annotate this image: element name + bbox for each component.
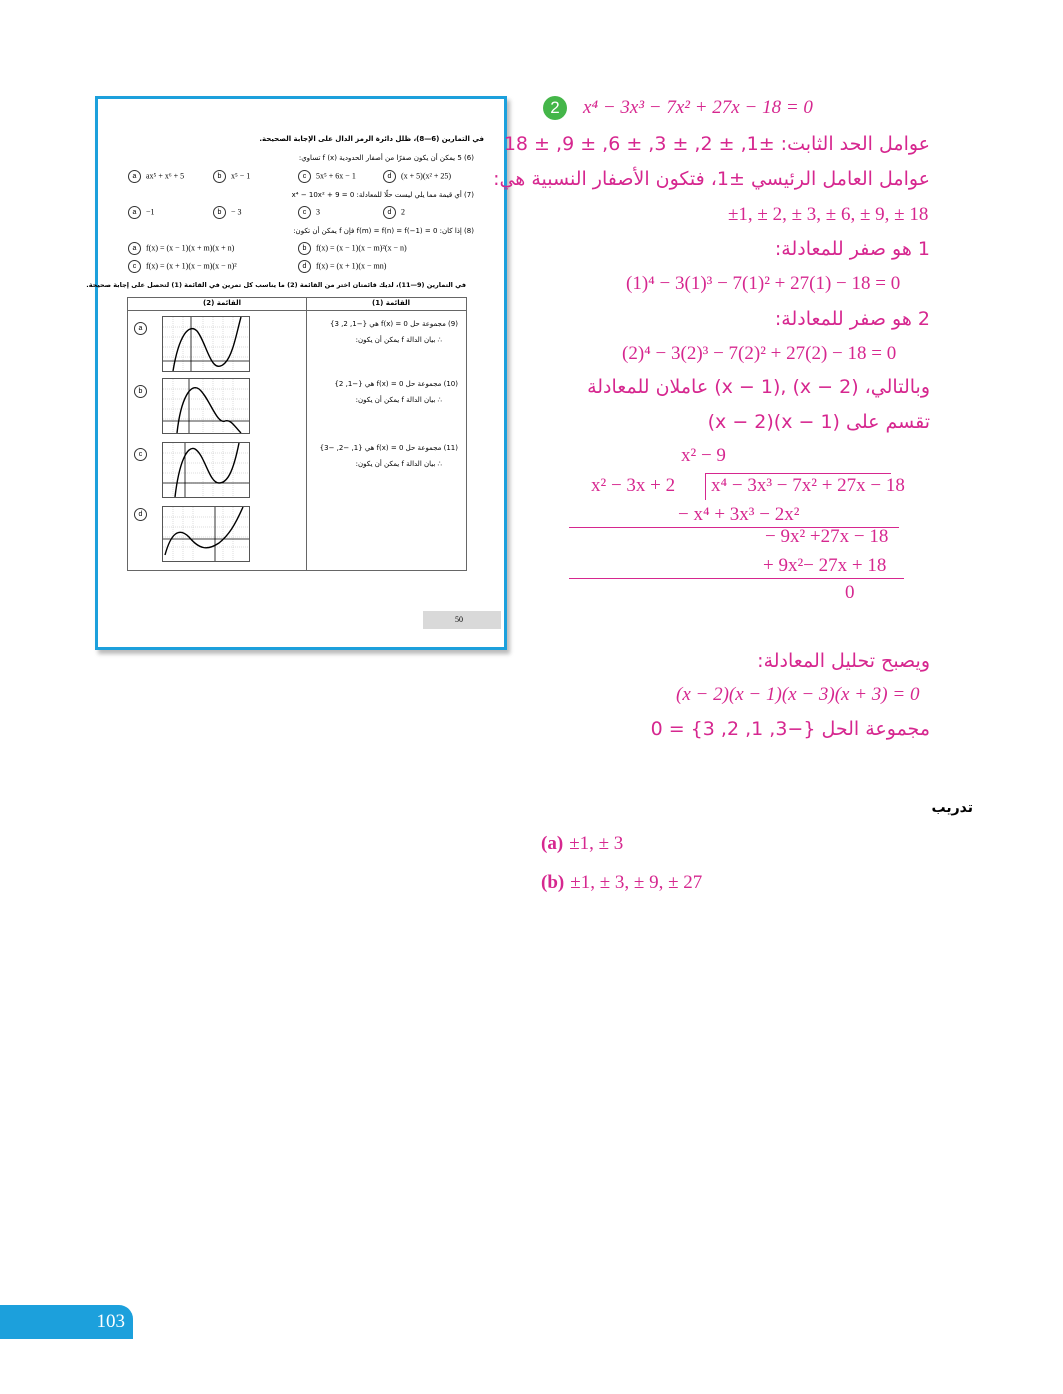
graph-label-c: c: [134, 448, 152, 461]
problem-equation: x⁴ − 3x³ − 7x² + 27x − 18 = 0: [583, 97, 813, 118]
division-remainder: 0: [845, 582, 855, 603]
q8-option-b: b f(x) = (x − 1)(x − m)²(x − n): [298, 242, 407, 255]
solution-set: مجموعة الحل {−3, 1, 2, 3} = 0: [650, 718, 930, 740]
division-quotient: x² − 9: [681, 445, 726, 466]
zero-2-check: (2)⁴ − 3(2)³ − 7(2)² + 27(2) − 18 = 0: [622, 343, 897, 364]
zero-2-label: 2 هو صفر للمعادلة:: [774, 308, 930, 330]
question-11: (11) مجموعة حل f(x) = 0 هي {1, −2, −3}: [319, 444, 458, 452]
zero-1-label: 1 هو صفر للمعادلة:: [774, 238, 930, 260]
factorization-result: (x − 2)(x − 1)(x − 3)(x + 3) = 0: [676, 684, 920, 705]
question-11-graph-prompt: ∴ بيان الدالة f يمكن أن يكون:: [355, 460, 442, 468]
leading-factor-text: عوامل العامل الرئيسي ±1، فتكون الأصفار النسبية هي:: [493, 168, 930, 190]
graph-label-b: b: [134, 385, 152, 398]
division-rule-2: [569, 578, 904, 579]
exercise-page-thumbnail: [86, 96, 507, 650]
graph-b-plot: [163, 379, 249, 433]
graph-a: [162, 316, 250, 372]
q8-option-a: a f(x) = (x − 1)(x + m)(x + n): [128, 242, 234, 255]
division-step-3: + 9x²− 27x + 18: [763, 555, 887, 576]
column-header-list-1: القائمة (1): [372, 299, 410, 307]
problem-number-badge: 2: [543, 96, 567, 120]
question-6: (6) 5 يمكن أن يكون صفرًا من أصفار الحدودية f (x) تساوي:: [298, 154, 474, 162]
division-step-2: − 9x² +27x − 18: [765, 526, 889, 547]
graph-label-a: a: [134, 322, 152, 335]
division-divisor: x² − 3x + 2: [591, 475, 676, 496]
q6-option-b: b x⁵ − 1: [213, 170, 250, 183]
practice-b-label: (b): [541, 872, 565, 893]
q8-option-d: d f(x) = (x + 1)(x − mn): [298, 260, 386, 273]
constant-factors: عوامل الحد الثابت: ±1, ± 2, ± 3, ± 6, ± 9, ± 18: [503, 133, 930, 155]
graph-d: [162, 506, 250, 562]
graph-c: [162, 442, 250, 498]
problem-header: [543, 96, 813, 120]
question-9: (9) مجموعة حل f(x) = 0 هي {−1, 2, 3}: [329, 320, 458, 328]
q6-option-c: c 5x⁵ + 6x − 1: [298, 170, 356, 183]
column-header-list-2: القائمة (2): [203, 299, 241, 307]
graph-c-plot: [163, 443, 249, 497]
page-number: 103: [0, 1305, 133, 1339]
q8-option-c: c f(x) = (x + 1)(x − m)(x − n)²: [128, 260, 237, 273]
division-dividend: x⁴ − 3x³ − 7x² + 27x − 18: [711, 475, 905, 496]
q7-option-a: a −1: [128, 206, 155, 219]
practice-b-value: ±1, ± 3, ± 9, ± 27: [570, 872, 703, 893]
practice-item-a: [541, 832, 623, 855]
divide-statement: تقسم على (x − 1)(x − 2): [707, 411, 930, 433]
practice-item-b: [541, 871, 702, 894]
practice-a-label: (a): [541, 833, 564, 854]
question-9-graph-prompt: ∴ بيان الدالة f يمكن أن يكون:: [355, 336, 442, 344]
thumbnail-page-number: 50: [423, 611, 501, 629]
q7-option-b: b − 3: [213, 206, 242, 219]
graph-label-d: d: [134, 508, 152, 521]
graph-b: [162, 378, 250, 434]
graph-a-plot: [163, 317, 249, 371]
question-10-graph-prompt: ∴ بيان الدالة f يمكن أن يكون:: [355, 396, 442, 404]
q7-option-c: c 3: [298, 206, 320, 219]
long-division: [565, 445, 910, 605]
graph-d-plot: [163, 507, 249, 561]
practice-a-value: ±1, ± 3: [569, 833, 624, 854]
factors-statement: وبالتالي، (x − 2) ,(x − 1) عاملان للمعادلة: [587, 376, 930, 398]
rational-zeros: ±1, ± 2, ± 3, ± 6, ± 9, ± 18: [728, 204, 929, 225]
zero-1-check: (1)⁴ − 3(1)³ − 7(1)² + 27(1) − 18 = 0: [626, 273, 901, 294]
division-step-1: − x⁴ + 3x³ − 2x²: [678, 504, 800, 525]
instruction-6-8: في التمارين (6—8)، ظلل دائرة الرمز الدال على الإجابة الصحيحة.: [259, 135, 484, 143]
q6-option-d: d (x + 5)(x² + 25): [383, 170, 451, 183]
matching-table: [127, 297, 467, 571]
practice-heading: تدريب: [931, 800, 973, 816]
question-10: (10) مجموعة حل f(x) = 0 هي {−1, 2}: [334, 380, 458, 388]
question-8: (8) إذا كان: f(m) = f(n) = f(−1) = 0 فإن f يمكن أن تكون:: [293, 227, 474, 235]
q6-option-a: a ax⁵ + x⁶ + 5: [128, 170, 184, 183]
question-7: (7) أي قيمة مما يلي ليست حلًا للمعادلة: x⁴ − 10x² + 9 = 0: [291, 191, 474, 199]
q7-option-d: d 2: [383, 206, 405, 219]
instruction-9-11: في التمارين (9—11)، لديك قائمتان اختر من القائمة (2) ما يناسب كل تمرين في القائمة (1) لتحصل على إجابة صحيحة.: [86, 281, 466, 289]
factorization-label: ويصبح تحليل المعادلة:: [757, 650, 930, 672]
